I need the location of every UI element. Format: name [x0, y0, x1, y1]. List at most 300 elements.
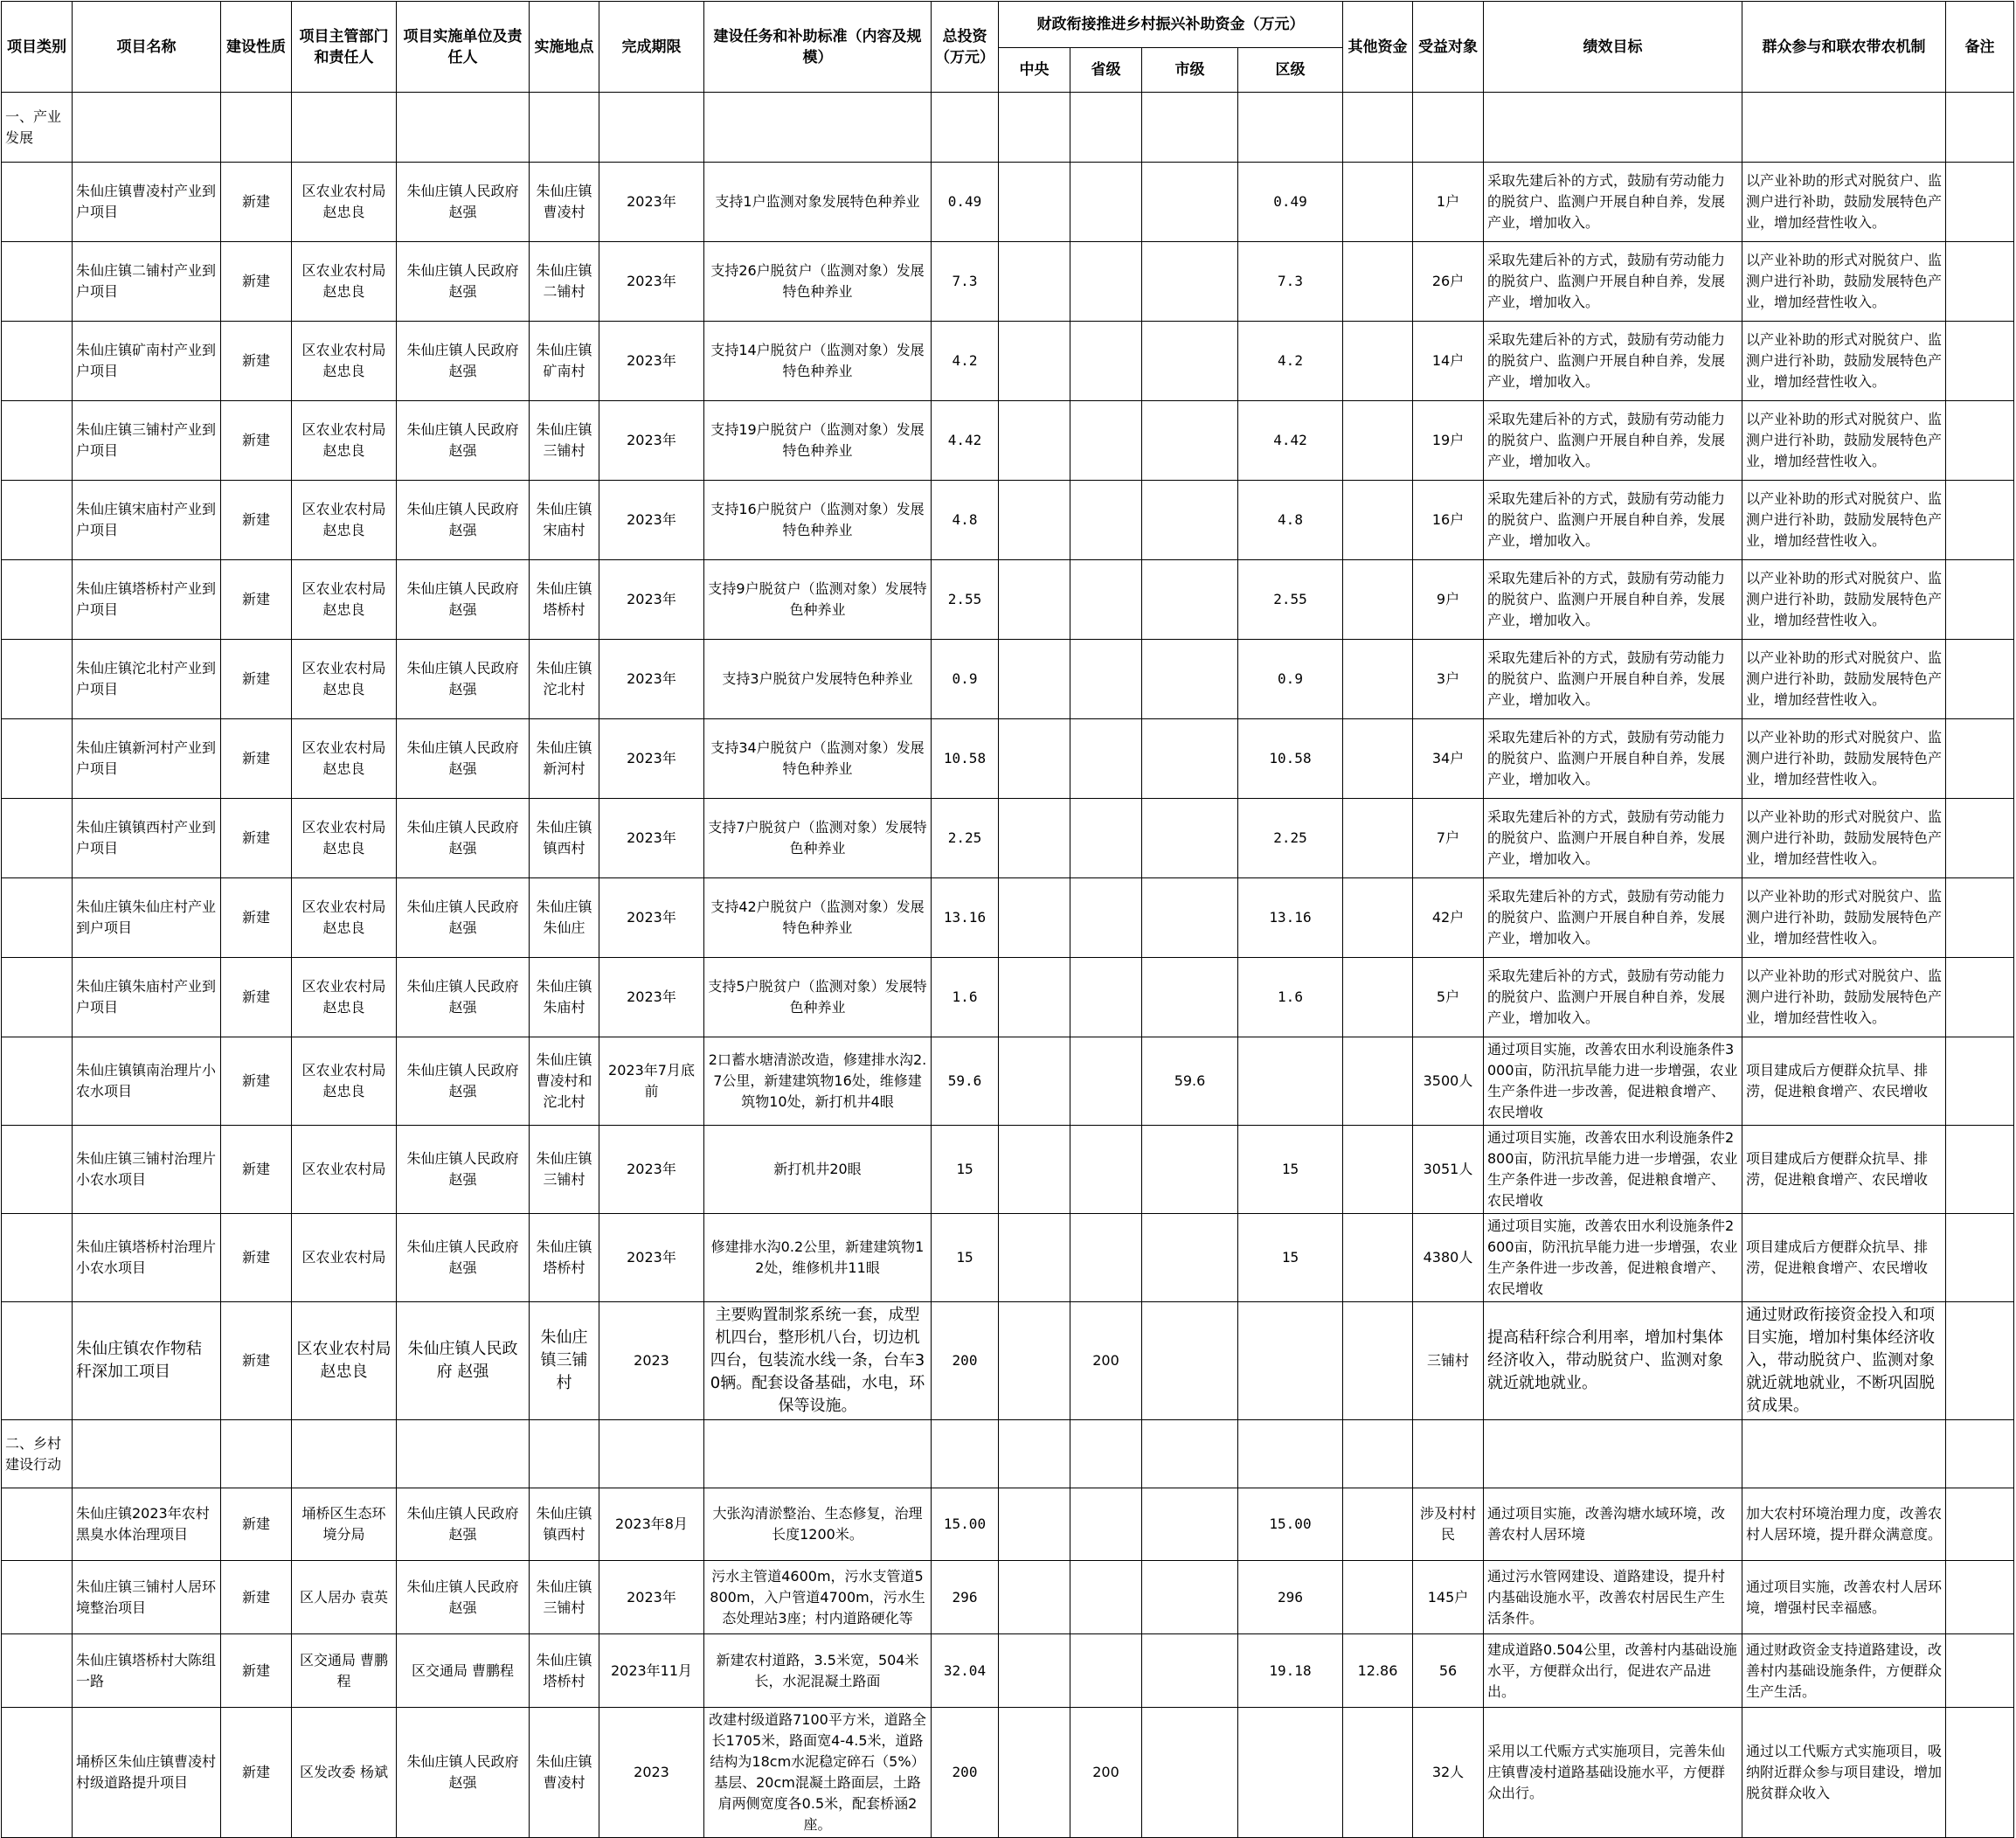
city-cell [1142, 1708, 1238, 1838]
dept-cell: 区农业农村局赵忠良 [292, 878, 397, 958]
task-cell: 支持42户脱贫户（监测对象）发展特色种养业 [704, 878, 932, 958]
mechanism-cell: 以产业补助的形式对脱贫户、监测户进行补助，鼓励发展特色产业，增加经营性收入。 [1742, 640, 1946, 719]
goal-cell: 采取先建后补的方式，鼓励有劳动能力的脱贫户、监测户开展自种自养，发展产业，增加收入。 [1484, 560, 1742, 640]
empty-cell [1946, 93, 2014, 163]
district-cell: 4.8 [1238, 481, 1343, 560]
task-cell: 支持34户脱贫户（监测对象）发展特色种养业 [704, 719, 932, 799]
remark-cell [1946, 1302, 2014, 1420]
empty-cell [704, 1420, 932, 1488]
name-cell: 朱仙庄镇三铺村治理片小农水项目 [73, 1126, 221, 1214]
empty-cell [73, 1420, 221, 1488]
empty-cell [1413, 93, 1484, 163]
nature-cell: 新建 [221, 719, 292, 799]
other-cell [1343, 560, 1413, 640]
nature-cell: 新建 [221, 1708, 292, 1838]
other-cell [1343, 1708, 1413, 1838]
goal-cell: 通过污水管网建设、道路建设，提升村内基础设施水平，改善农村居民生产生活条件。 [1484, 1561, 1742, 1634]
nature-cell: 新建 [221, 401, 292, 481]
empty-cell [932, 1420, 999, 1488]
place-cell: 朱仙庄镇朱仙庄 [530, 878, 599, 958]
table-row [2, 958, 2014, 1037]
goal-cell: 通过项目实施，改善农田水利设施条件2600亩，防汛抗旱能力进一步增强，农业生产条件进一步改善，促进粮食增产、农民增收 [1484, 1214, 1742, 1302]
district-cell: 0.49 [1238, 163, 1343, 242]
central-cell [999, 481, 1070, 560]
province-cell [1070, 401, 1142, 481]
total-cell: 2.25 [932, 799, 999, 878]
name-cell: 朱仙庄镇三铺村产业到户项目 [73, 401, 221, 481]
central-cell [999, 1634, 1070, 1708]
header-city: 市级 [1142, 48, 1238, 93]
province-cell [1070, 1126, 1142, 1214]
nature-cell: 新建 [221, 560, 292, 640]
district-cell: 2.55 [1238, 560, 1343, 640]
mechanism-cell: 以产业补助的形式对脱贫户、监测户进行补助，鼓励发展特色产业，增加经营性收入。 [1742, 163, 1946, 242]
deadline-cell: 2023年 [599, 481, 704, 560]
other-cell [1343, 1302, 1413, 1420]
place-cell: 朱仙庄镇塔桥村 [530, 1634, 599, 1708]
category-cell [2, 322, 73, 401]
name-cell: 朱仙庄镇矿南村产业到户项目 [73, 322, 221, 401]
district-cell [1238, 1302, 1343, 1420]
city-cell [1142, 1488, 1238, 1561]
mechanism-cell: 以产业补助的形式对脱贫户、监测户进行补助，鼓励发展特色产业，增加经营性收入。 [1742, 560, 1946, 640]
unit-cell: 朱仙庄镇人民政府赵强 [397, 1214, 530, 1302]
province-cell [1070, 1214, 1142, 1302]
total-cell: 15 [932, 1214, 999, 1302]
total-cell: 0.9 [932, 640, 999, 719]
place-cell: 朱仙庄镇镇西村 [530, 1488, 599, 1561]
deadline-cell: 2023年 [599, 719, 704, 799]
category-cell [2, 1214, 73, 1302]
city-cell [1142, 1634, 1238, 1708]
nature-cell: 新建 [221, 1302, 292, 1420]
name-cell: 朱仙庄镇塔桥村大陈组一路 [73, 1634, 221, 1708]
province-cell [1070, 1634, 1142, 1708]
central-cell [999, 163, 1070, 242]
nature-cell: 新建 [221, 242, 292, 322]
nature-cell: 新建 [221, 481, 292, 560]
header-name: 项目名称 [73, 2, 221, 93]
nature-cell: 新建 [221, 640, 292, 719]
district-cell: 13.16 [1238, 878, 1343, 958]
benefit-cell: 26户 [1413, 242, 1484, 322]
central-cell [999, 1302, 1070, 1420]
deadline-cell: 2023年 [599, 878, 704, 958]
place-cell: 朱仙庄镇新河村 [530, 719, 599, 799]
mechanism-cell: 通过财政衔接资金投入和项目实施，增加村集体经济收入，带动脱贫户、监测对象就近就地就业，不断巩固脱贫成果。 [1742, 1302, 1946, 1420]
city-cell [1142, 1561, 1238, 1634]
name-cell: 朱仙庄镇宋庙村产业到户项目 [73, 481, 221, 560]
name-cell: 朱仙庄镇农作物秸秆深加工项目 [73, 1302, 221, 1420]
other-cell [1343, 1488, 1413, 1561]
city-cell [1142, 322, 1238, 401]
goal-cell: 建成道路0.504公里，改善村内基础设施水平，方便群众出行，促进农产品进出。 [1484, 1634, 1742, 1708]
place-cell: 朱仙庄镇曹凌村和沱北村 [530, 1037, 599, 1126]
city-cell [1142, 560, 1238, 640]
deadline-cell: 2023年7月底前 [599, 1037, 704, 1126]
table-row [2, 1126, 2014, 1214]
table-row [2, 1037, 2014, 1126]
task-cell: 支持7户脱贫户（监测对象）发展特色种养业 [704, 799, 932, 878]
table-row [2, 401, 2014, 481]
section-row [2, 93, 2014, 163]
district-cell: 15.00 [1238, 1488, 1343, 1561]
district-cell: 4.2 [1238, 322, 1343, 401]
central-cell [999, 958, 1070, 1037]
other-cell [1343, 640, 1413, 719]
category-cell [2, 242, 73, 322]
empty-cell [1142, 93, 1238, 163]
task-cell: 支持16户脱贫户（监测对象）发展特色种养业 [704, 481, 932, 560]
remark-cell [1946, 1708, 2014, 1838]
unit-cell: 朱仙庄镇人民政府赵强 [397, 640, 530, 719]
benefit-cell: 34户 [1413, 719, 1484, 799]
other-cell [1343, 719, 1413, 799]
dept-cell: 区农业农村局赵忠良 [292, 401, 397, 481]
province-cell [1070, 640, 1142, 719]
category-cell [2, 1708, 73, 1838]
deadline-cell: 2023年 [599, 163, 704, 242]
goal-cell: 采用以工代赈方式实施项目，完善朱仙庄镇曹凌村道路基础设施水平，方便群众出行。 [1484, 1708, 1742, 1838]
province-cell [1070, 878, 1142, 958]
other-cell [1343, 1561, 1413, 1634]
place-cell: 朱仙庄镇曹凌村 [530, 163, 599, 242]
place-cell: 朱仙庄镇三铺村 [530, 1302, 599, 1420]
province-cell: 200 [1070, 1302, 1142, 1420]
name-cell: 朱仙庄镇镇南治理片小农水项目 [73, 1037, 221, 1126]
category-cell [2, 958, 73, 1037]
other-cell [1343, 878, 1413, 958]
central-cell [999, 719, 1070, 799]
table-row [2, 1708, 2014, 1838]
benefit-cell: 3500人 [1413, 1037, 1484, 1126]
name-cell: 朱仙庄镇塔桥村产业到户项目 [73, 560, 221, 640]
unit-cell: 朱仙庄镇人民政府赵强 [397, 163, 530, 242]
header-deadline: 完成期限 [599, 2, 704, 93]
empty-cell [599, 1420, 704, 1488]
place-cell: 朱仙庄镇沱北村 [530, 640, 599, 719]
remark-cell [1946, 1561, 2014, 1634]
mechanism-cell: 以产业补助的形式对脱贫户、监测户进行补助，鼓励发展特色产业，增加经营性收入。 [1742, 958, 1946, 1037]
city-cell [1142, 163, 1238, 242]
central-cell [999, 1126, 1070, 1214]
table-row [2, 719, 2014, 799]
total-cell: 13.16 [932, 878, 999, 958]
unit-cell: 朱仙庄镇人民政府赵强 [397, 1037, 530, 1126]
nature-cell: 新建 [221, 1488, 292, 1561]
table-row [2, 878, 2014, 958]
total-cell: 296 [932, 1561, 999, 1634]
other-cell [1343, 799, 1413, 878]
benefit-cell: 3051人 [1413, 1126, 1484, 1214]
province-cell [1070, 163, 1142, 242]
place-cell: 朱仙庄镇矿南村 [530, 322, 599, 401]
unit-cell: 朱仙庄镇人民政府赵强 [397, 1708, 530, 1838]
empty-cell [999, 1420, 1070, 1488]
other-cell [1343, 1214, 1413, 1302]
mechanism-cell: 以产业补助的形式对脱贫户、监测户进行补助，鼓励发展特色产业，增加经营性收入。 [1742, 719, 1946, 799]
unit-cell: 朱仙庄镇人民政府赵强 [397, 560, 530, 640]
place-cell: 朱仙庄镇朱庙村 [530, 958, 599, 1037]
central-cell [999, 322, 1070, 401]
goal-cell: 采取先建后补的方式，鼓励有劳动能力的脱贫户、监测户开展自种自养，发展产业，增加收入。 [1484, 958, 1742, 1037]
benefit-cell: 3户 [1413, 640, 1484, 719]
benefit-cell: 145户 [1413, 1561, 1484, 1634]
name-cell: 朱仙庄镇朱庙村产业到户项目 [73, 958, 221, 1037]
province-cell [1070, 1561, 1142, 1634]
empty-cell [221, 93, 292, 163]
goal-cell: 采取先建后补的方式，鼓励有劳动能力的脱贫户、监测户开展自种自养，发展产业，增加收入。 [1484, 799, 1742, 878]
city-cell: 59.6 [1142, 1037, 1238, 1126]
city-cell [1142, 958, 1238, 1037]
dept-cell: 区农业农村局赵忠良 [292, 640, 397, 719]
task-cell: 2口蓄水塘清淤改造，修建排水沟2.7公里，新建建筑物16处，维修建筑物10处，新打机井4眼 [704, 1037, 932, 1126]
place-cell: 朱仙庄镇塔桥村 [530, 560, 599, 640]
mechanism-cell: 以产业补助的形式对脱贫户、监测户进行补助，鼓励发展特色产业，增加经营性收入。 [1742, 322, 1946, 401]
goal-cell: 采取先建后补的方式，鼓励有劳动能力的脱贫户、监测户开展自种自养，发展产业，增加收入。 [1484, 878, 1742, 958]
total-cell: 7.3 [932, 242, 999, 322]
deadline-cell: 2023 [599, 1708, 704, 1838]
city-cell [1142, 640, 1238, 719]
project-table [1, 1, 2014, 1838]
unit-cell: 朱仙庄镇人民政府赵强 [397, 401, 530, 481]
section-title: 二、乡村建设行动 [2, 1420, 73, 1488]
task-cell: 支持9户脱贫户（监测对象）发展特色种养业 [704, 560, 932, 640]
header-mechanism: 群众参与和联农带农机制 [1742, 2, 1946, 93]
benefit-cell: 5户 [1413, 958, 1484, 1037]
deadline-cell: 2023年 [599, 322, 704, 401]
province-cell [1070, 958, 1142, 1037]
unit-cell: 朱仙庄镇人民政府赵强 [397, 242, 530, 322]
mechanism-cell: 加大农村环境治理力度，改善农村人居环境，提升群众满意度。 [1742, 1488, 1946, 1561]
city-cell [1142, 401, 1238, 481]
nature-cell: 新建 [221, 1126, 292, 1214]
empty-cell [1343, 93, 1413, 163]
empty-cell [292, 1420, 397, 1488]
category-cell [2, 799, 73, 878]
total-cell: 2.55 [932, 560, 999, 640]
mechanism-cell: 以产业补助的形式对脱贫户、监测户进行补助，鼓励发展特色产业，增加经营性收入。 [1742, 401, 1946, 481]
place-cell: 朱仙庄镇三铺村 [530, 1126, 599, 1214]
task-cell: 污水主管道4600m，污水支管道5800m，入户管道4700m，污水生态处理站3座；村内道路硬化等 [704, 1561, 932, 1634]
section-title: 一、产业发展 [2, 93, 73, 163]
goal-cell: 采取先建后补的方式，鼓励有劳动能力的脱贫户、监测户开展自种自养，发展产业，增加收入。 [1484, 640, 1742, 719]
name-cell: 埇桥区朱仙庄镇曹凌村村级道路提升项目 [73, 1708, 221, 1838]
deadline-cell: 2023年 [599, 799, 704, 878]
province-cell [1070, 322, 1142, 401]
mechanism-cell: 以产业补助的形式对脱贫户、监测户进行补助，鼓励发展特色产业，增加经营性收入。 [1742, 878, 1946, 958]
task-cell: 新打机井20眼 [704, 1126, 932, 1214]
deadline-cell: 2023年 [599, 401, 704, 481]
nature-cell: 新建 [221, 958, 292, 1037]
table-row [2, 163, 2014, 242]
district-cell: 19.18 [1238, 1634, 1343, 1708]
empty-cell [530, 1420, 599, 1488]
benefit-cell: 56 [1413, 1634, 1484, 1708]
nature-cell: 新建 [221, 799, 292, 878]
dept-cell: 区农业农村局赵忠良 [292, 799, 397, 878]
header-other: 其他资金 [1343, 2, 1413, 93]
nature-cell: 新建 [221, 1561, 292, 1634]
total-cell: 4.2 [932, 322, 999, 401]
place-cell: 朱仙庄镇二铺村 [530, 242, 599, 322]
header-goal: 绩效目标 [1484, 2, 1742, 93]
deadline-cell: 2023年 [599, 242, 704, 322]
dept-cell: 埇桥区生态环境分局 [292, 1488, 397, 1561]
benefit-cell: 42户 [1413, 878, 1484, 958]
unit-cell: 朱仙庄镇人民政府赵强 [397, 958, 530, 1037]
district-cell: 2.25 [1238, 799, 1343, 878]
remark-cell [1946, 163, 2014, 242]
task-cell: 大张沟清淤整治、生态修复，治理长度1200米。 [704, 1488, 932, 1561]
province-cell [1070, 799, 1142, 878]
header-total: 总投资（万元） [932, 2, 999, 93]
remark-cell [1946, 719, 2014, 799]
deadline-cell: 2023年11月 [599, 1634, 704, 1708]
header-benefit: 受益对象 [1413, 2, 1484, 93]
name-cell: 朱仙庄镇朱仙庄村产业到户项目 [73, 878, 221, 958]
table-row [2, 1302, 2014, 1420]
mechanism-cell: 项目建成后方便群众抗旱、排涝，促进粮食增产、农民增收 [1742, 1126, 1946, 1214]
city-cell [1142, 719, 1238, 799]
empty-cell [292, 93, 397, 163]
total-cell: 200 [932, 1708, 999, 1838]
central-cell [999, 1037, 1070, 1126]
other-cell [1343, 481, 1413, 560]
district-cell: 296 [1238, 1561, 1343, 1634]
mechanism-cell: 以产业补助的形式对脱贫户、监测户进行补助，鼓励发展特色产业，增加经营性收入。 [1742, 799, 1946, 878]
total-cell: 10.58 [932, 719, 999, 799]
header-district: 区级 [1238, 48, 1343, 93]
total-cell: 15.00 [932, 1488, 999, 1561]
header-dept: 项目主管部门和责任人 [292, 2, 397, 93]
total-cell: 200 [932, 1302, 999, 1420]
nature-cell: 新建 [221, 878, 292, 958]
remark-cell [1946, 958, 2014, 1037]
city-cell [1142, 1302, 1238, 1420]
total-cell: 15 [932, 1126, 999, 1214]
mechanism-cell: 以产业补助的形式对脱贫户、监测户进行补助，鼓励发展特色产业，增加经营性收入。 [1742, 242, 1946, 322]
unit-cell: 朱仙庄镇人民政府赵强 [397, 1126, 530, 1214]
dept-cell: 区人居办 袁英 [292, 1561, 397, 1634]
benefit-cell: 7户 [1413, 799, 1484, 878]
task-cell: 支持5户脱贫户（监测对象）发展特色种养业 [704, 958, 932, 1037]
total-cell: 32.04 [932, 1634, 999, 1708]
task-cell: 主要购置制浆系统一套，成型机四台，整形机八台，切边机四台，包装流水线一条，台车30辆。配套设备基础，水电，环保等设施。 [704, 1302, 932, 1420]
mechanism-cell: 以产业补助的形式对脱贫户、监测户进行补助，鼓励发展特色产业，增加经营性收入。 [1742, 481, 1946, 560]
goal-cell: 采取先建后补的方式，鼓励有劳动能力的脱贫户、监测户开展自种自养，发展产业，增加收入。 [1484, 322, 1742, 401]
empty-cell [599, 93, 704, 163]
empty-cell [1070, 93, 1142, 163]
empty-cell [932, 93, 999, 163]
mechanism-cell: 项目建成后方便群众抗旱、排涝，促进粮食增产、农民增收 [1742, 1214, 1946, 1302]
category-cell [2, 401, 73, 481]
dept-cell: 区农业农村局赵忠良 [292, 719, 397, 799]
district-cell: 10.58 [1238, 719, 1343, 799]
other-cell [1343, 322, 1413, 401]
header-nature: 建设性质 [221, 2, 292, 93]
dept-cell: 区农业农村局赵忠良 [292, 560, 397, 640]
city-cell [1142, 878, 1238, 958]
table-row [2, 481, 2014, 560]
empty-cell [1484, 93, 1742, 163]
name-cell: 朱仙庄镇2023年农村黑臭水体治理项目 [73, 1488, 221, 1561]
benefit-cell: 9户 [1413, 560, 1484, 640]
remark-cell [1946, 1634, 2014, 1708]
district-cell: 4.42 [1238, 401, 1343, 481]
deadline-cell: 2023年 [599, 1214, 704, 1302]
header-remark: 备注 [1946, 2, 2014, 93]
dept-cell: 区农业农村局赵忠良 [292, 1037, 397, 1126]
category-cell [2, 1561, 73, 1634]
nature-cell: 新建 [221, 1634, 292, 1708]
goal-cell: 采取先建后补的方式，鼓励有劳动能力的脱贫户、监测户开展自种自养，发展产业，增加收入。 [1484, 481, 1742, 560]
total-cell: 59.6 [932, 1037, 999, 1126]
category-cell [2, 1634, 73, 1708]
table-row [2, 560, 2014, 640]
unit-cell: 朱仙庄镇人民政府赵强 [397, 799, 530, 878]
table-row [2, 1561, 2014, 1634]
nature-cell: 新建 [221, 163, 292, 242]
task-cell: 改建村级道路7100平方米，道路全长1705米，路面宽4-4.5米，道路结构为18cm水泥稳定碎石（5%）基层、20cm混凝土路面层，土路肩两侧宽度各0.5米，配套桥涵2座。 [704, 1708, 932, 1838]
benefit-cell: 4380人 [1413, 1214, 1484, 1302]
header-central: 中央 [999, 48, 1070, 93]
central-cell [999, 401, 1070, 481]
empty-cell [73, 93, 221, 163]
remark-cell [1946, 1126, 2014, 1214]
name-cell: 朱仙庄镇沱北村产业到户项目 [73, 640, 221, 719]
task-cell: 支持14户脱贫户（监测对象）发展特色种养业 [704, 322, 932, 401]
other-cell [1343, 242, 1413, 322]
city-cell [1142, 481, 1238, 560]
empty-cell [1946, 1420, 2014, 1488]
unit-cell: 朱仙庄镇人民政府赵强 [397, 481, 530, 560]
header-fund-group: 财政衔接推进乡村振兴补助资金（万元） [999, 2, 1343, 48]
central-cell [999, 1708, 1070, 1838]
table-body [2, 93, 2014, 1838]
name-cell: 朱仙庄镇塔桥村治理片小农水项目 [73, 1214, 221, 1302]
district-cell: 0.9 [1238, 640, 1343, 719]
central-cell [999, 242, 1070, 322]
total-cell: 4.42 [932, 401, 999, 481]
remark-cell [1946, 242, 2014, 322]
empty-cell [999, 93, 1070, 163]
other-cell [1343, 401, 1413, 481]
empty-cell [1142, 1420, 1238, 1488]
unit-cell: 朱仙庄镇人民政府赵强 [397, 878, 530, 958]
province-cell [1070, 560, 1142, 640]
city-cell [1142, 1126, 1238, 1214]
remark-cell [1946, 481, 2014, 560]
category-cell [2, 560, 73, 640]
benefit-cell: 19户 [1413, 401, 1484, 481]
name-cell: 朱仙庄镇曹凌村产业到户项目 [73, 163, 221, 242]
dept-cell: 区农业农村局赵忠良 [292, 1302, 397, 1420]
table-row [2, 640, 2014, 719]
other-cell: 12.86 [1343, 1634, 1413, 1708]
goal-cell: 采取先建后补的方式，鼓励有劳动能力的脱贫户、监测户开展自种自养，发展产业，增加收入。 [1484, 163, 1742, 242]
name-cell: 朱仙庄镇三铺村人居环境整治项目 [73, 1561, 221, 1634]
central-cell [999, 560, 1070, 640]
other-cell [1343, 1126, 1413, 1214]
dept-cell: 区交通局 曹鹏程 [292, 1634, 397, 1708]
goal-cell: 采取先建后补的方式，鼓励有劳动能力的脱贫户、监测户开展自种自养，发展产业，增加收入。 [1484, 719, 1742, 799]
empty-cell [1484, 1420, 1742, 1488]
table-row [2, 1634, 2014, 1708]
place-cell: 朱仙庄镇塔桥村 [530, 1214, 599, 1302]
place-cell: 朱仙庄镇镇西村 [530, 799, 599, 878]
task-cell: 新建农村道路，3.5米宽，504米长，水泥混凝土路面 [704, 1634, 932, 1708]
